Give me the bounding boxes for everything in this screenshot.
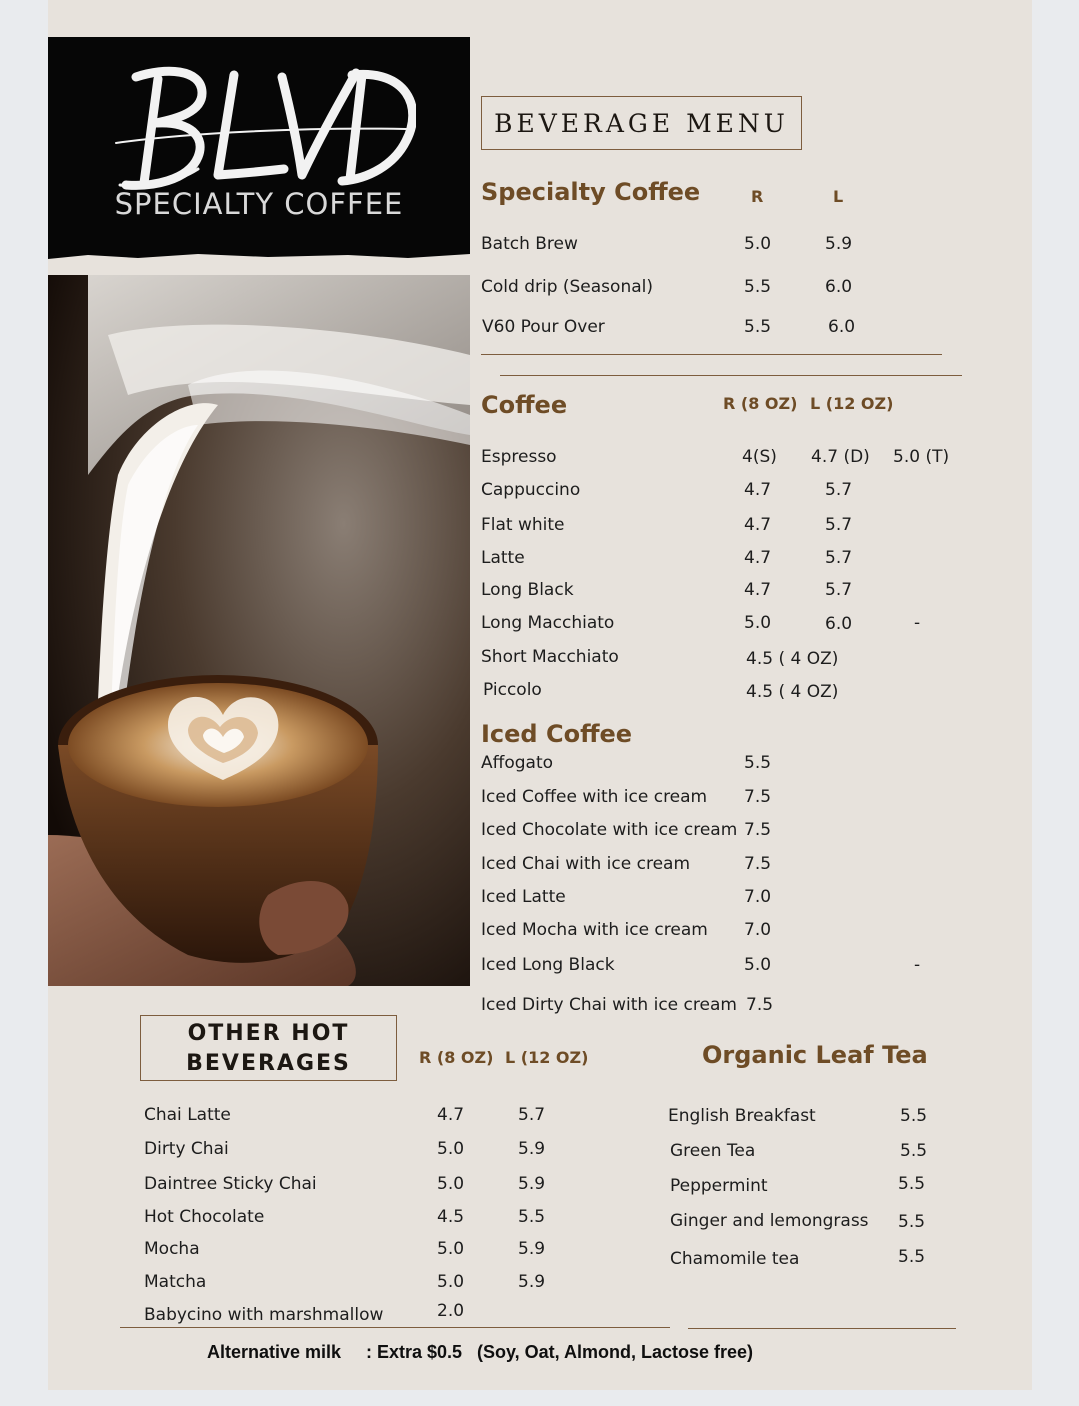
price-regular: 4.7 — [744, 580, 772, 600]
menu-item-name: Iced Latte — [481, 887, 566, 907]
menu-item-name: Green Tea — [670, 1141, 756, 1161]
price: 5.5 — [898, 1212, 926, 1232]
menu-item-name: Piccolo — [483, 680, 542, 700]
menu-item-name: Hot Chocolate — [144, 1207, 265, 1227]
menu-item-name: Flat white — [481, 515, 565, 535]
menu-item-name: Iced Mocha with ice cream — [481, 920, 708, 940]
price: 7.5 — [744, 854, 772, 874]
price: 5.5 — [898, 1247, 926, 1267]
menu-item-name: Dirty Chai — [144, 1139, 229, 1159]
price-large: 5.9 — [518, 1174, 546, 1194]
alternative-milk-options: (Soy, Oat, Almond, Lactose free) — [477, 1342, 754, 1362]
price-large: 5.9 — [518, 1139, 546, 1159]
other-hot-beverages-heading — [140, 1015, 397, 1081]
divider — [481, 354, 942, 355]
price-regular: 4.7 — [437, 1105, 465, 1125]
price-large: 5.5 — [518, 1207, 546, 1227]
other-col-l: L (12 OZ) — [505, 1048, 589, 1067]
price-regular: 4.7 — [744, 548, 772, 568]
divider — [120, 1327, 670, 1328]
price-large: 5.9 — [518, 1239, 546, 1259]
logo-brush-edge — [48, 253, 470, 261]
price: 7.5 — [744, 820, 772, 840]
price: 7.5 — [746, 995, 774, 1015]
price-triple: - — [914, 613, 921, 633]
brand-logo — [48, 37, 470, 261]
menu-item-name: Cappuccino — [481, 480, 581, 500]
price-regular: 5.0 — [437, 1272, 465, 1292]
price-large: 5.7 — [518, 1105, 546, 1125]
price-regular: 4.7 — [744, 515, 772, 535]
menu-item-name: Long Macchiato — [481, 613, 615, 633]
price-regular: 4.5 ( 4 OZ) — [746, 682, 839, 702]
price-regular: 5.0 — [744, 613, 772, 633]
alternative-milk-extra: : Extra $0.5 — [366, 1342, 463, 1362]
coffee-heading: Coffee — [481, 391, 568, 419]
price-regular: 4.5 — [437, 1207, 465, 1227]
brand-subtitle: SPECIALTY COFFEE — [114, 187, 404, 221]
menu-item-name: Latte — [481, 548, 525, 568]
menu-item-name: Batch Brew — [481, 234, 578, 254]
coffee-col-r: R (8 OZ) — [723, 394, 798, 413]
price-large: 5.9 — [518, 1272, 546, 1292]
price: 5.5 — [898, 1174, 926, 1194]
price-large: 5.7 — [825, 515, 853, 535]
specialty-col-r: R — [751, 187, 764, 206]
menu-item-name: Iced Coffee with ice cream — [481, 787, 708, 807]
price-large: 6.0 — [828, 317, 856, 337]
price-regular: 2.0 — [437, 1301, 465, 1321]
price: 5.5 — [900, 1141, 928, 1161]
price-large: 5.9 — [825, 234, 853, 254]
price-regular: 5.5 — [744, 277, 772, 297]
price-regular: 5.0 — [744, 234, 772, 254]
divider — [688, 1328, 956, 1329]
other-title-line1: OTHER HOT — [187, 1021, 350, 1046]
coffee-col-l: L (12 OZ) — [810, 394, 894, 413]
other-col-r: R (8 OZ) — [419, 1048, 494, 1067]
menu-item-name: Iced Chai with ice cream — [481, 854, 691, 874]
menu-item-name: Espresso — [481, 447, 557, 467]
menu-item-name: V60 Pour Over — [482, 317, 605, 337]
price-regular: 4(S) — [742, 447, 777, 467]
menu-item-name: Babycino with marshmallow — [144, 1305, 384, 1325]
other-title-line2: BEVERAGES — [186, 1051, 351, 1076]
menu-item-name: Short Macchiato — [481, 647, 619, 667]
menu-item-name: Ginger and lemongrass — [670, 1211, 869, 1231]
latte-art-illustration — [48, 275, 470, 986]
divider — [500, 375, 962, 376]
price-large: 4.7 (D) — [811, 447, 870, 467]
price: 5.0 — [744, 955, 772, 975]
iced-coffee-heading: Iced Coffee — [481, 720, 633, 748]
latte-pour-photo — [48, 275, 470, 986]
alternative-milk-label: Alternative milk — [207, 1342, 342, 1362]
menu-item-name: Daintree Sticky Chai — [144, 1174, 317, 1194]
menu-item-name: Iced Dirty Chai with ice cream — [481, 995, 737, 1015]
price-extra: - — [914, 955, 921, 975]
price-regular: 4.7 — [744, 480, 772, 500]
price-triple: 5.0 (T) — [893, 447, 950, 467]
price-large: 6.0 — [825, 614, 853, 634]
price-regular: 5.5 — [744, 317, 772, 337]
menu-item-name: Cold drip (Seasonal) — [481, 277, 653, 297]
price-large: 5.7 — [825, 480, 853, 500]
price-regular: 5.0 — [437, 1174, 465, 1194]
menu-item-name: Iced Long Black — [481, 955, 615, 975]
menu-item-name: Peppermint — [670, 1176, 768, 1196]
menu-item-name: English Breakfast — [668, 1106, 816, 1126]
beverage-menu-title: BEVERAGE MENU — [481, 96, 802, 150]
specialty-coffee-heading: Specialty Coffee — [481, 178, 701, 206]
organic-leaf-tea-heading: Organic Leaf Tea — [702, 1041, 928, 1069]
price-regular: 5.0 — [437, 1139, 465, 1159]
menu-item-name: Matcha — [144, 1272, 207, 1292]
menu-item-name: Chamomile tea — [670, 1249, 800, 1269]
price-large: 6.0 — [825, 277, 853, 297]
price: 7.0 — [744, 920, 772, 940]
menu-item-name: Iced Chocolate with ice cream — [481, 820, 738, 840]
price-regular: 5.0 — [437, 1239, 465, 1259]
price-large: 5.7 — [825, 548, 853, 568]
price: 5.5 — [900, 1106, 928, 1126]
price: 7.5 — [744, 787, 772, 807]
price: 7.0 — [744, 887, 772, 907]
price: 5.5 — [744, 753, 772, 773]
price-regular: 4.5 ( 4 OZ) — [746, 649, 839, 669]
specialty-col-l: L — [833, 187, 844, 206]
menu-item-name: Long Black — [481, 580, 574, 600]
price-large: 5.7 — [825, 580, 853, 600]
menu-item-name: Affogato — [481, 753, 554, 773]
menu-item-name: Mocha — [144, 1239, 200, 1259]
blvd-script-logo — [106, 57, 416, 207]
menu-item-name: Chai Latte — [144, 1105, 231, 1125]
